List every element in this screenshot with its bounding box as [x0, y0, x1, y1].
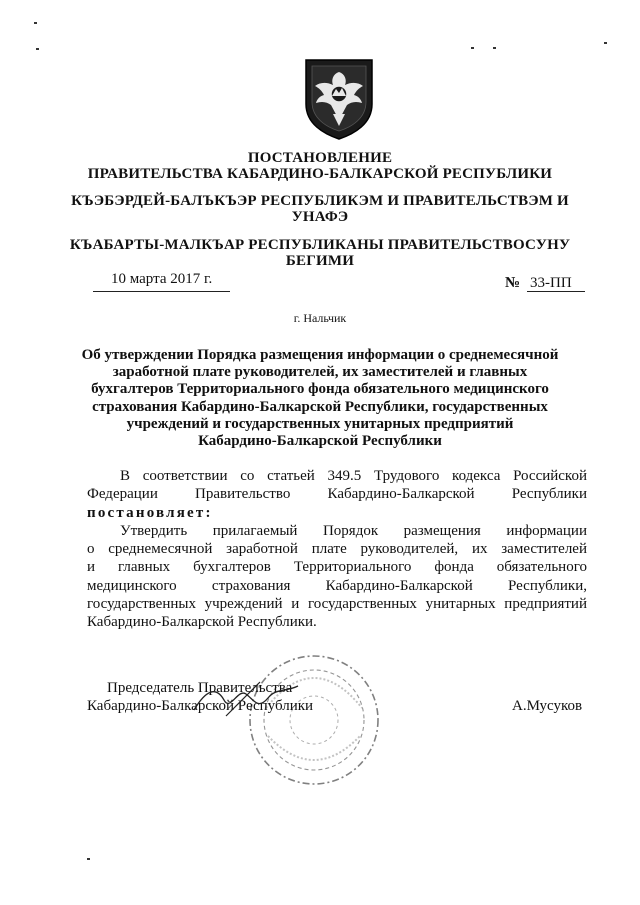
official-seal-icon: [246, 652, 382, 788]
city: г. Нальчик: [293, 311, 347, 325]
title-line: бухгалтеров Территориального фонда обязательного медицинского: [91, 381, 549, 398]
issuer-title: ПРАВИТЕЛЬСТВА КАБАРДИНО-БАЛКАРСКОЙ РЕСПУБЛИКИ: [87, 166, 553, 182]
number-label: №: [505, 275, 521, 291]
signatory-name: А.Мусуков: [512, 698, 583, 714]
signatory-position-line1: Председатель Правительства: [107, 680, 293, 696]
body-line: и главных бухгалтеров Территориального фонда обязательного: [87, 559, 587, 576]
scan-speck: [493, 47, 496, 49]
coat-of-arms-emblem: [302, 58, 376, 140]
resolution-body: [87, 467, 587, 632]
document-number: 33-ПП: [530, 275, 572, 291]
scan-speck: [471, 47, 474, 49]
body-line: Федерации Правительство Кабардино-Балкарской Республики: [87, 486, 587, 503]
title-line: страхования Кабардино-Балкарской Республики, государственных: [92, 398, 548, 415]
scan-speck: [34, 22, 37, 24]
body-line: Кабардино-Балкарской Республики.: [87, 614, 317, 631]
title-line: заработной плате руководителей, их заместителей и главных: [112, 364, 528, 381]
handwritten-signature: [186, 680, 306, 720]
title-line: Кабардино-Балкарской Республики: [198, 433, 442, 450]
scan-speck: [36, 48, 39, 50]
body-line: государственных учреждений и государственных унитарных предприятий: [87, 596, 587, 613]
decree-word: постановляет:: [87, 504, 213, 521]
kabardian-title-line1: КЪЭБЭРДЕЙ-БАЛЪКЪЭР РЕСПУБЛИКЭМ И ПРАВИТЕЛЬСТВЭМ И: [71, 193, 569, 209]
title-line: учреждений и государственных унитарных предприятий: [126, 415, 514, 432]
resolution-title: [0, 347, 640, 450]
body-line: о среднемесячной заработной плате руководителей, их заместителей: [87, 541, 587, 558]
scan-speck: [87, 858, 90, 860]
date-underline: [93, 291, 230, 292]
kabardian-title-line2: УНАФЭ: [291, 209, 349, 225]
doc-type-title: ПОСТАНОВЛЕНИЕ: [247, 150, 393, 166]
body-line: Утвердить прилагаемый Порядок размещения информации: [120, 522, 587, 539]
signatory-position-line2: Кабардино-Балкарской Республики: [87, 698, 314, 714]
balkar-title-line1: КЪАБАРТЫ-МАЛКЪАР РЕСПУБЛИКАНЫ ПРАВИТЕЛЬСТВОСУНУ: [69, 237, 571, 253]
document-date: 10 марта 2017 г.: [111, 271, 213, 287]
body-line: медицинского страхования Кабардино-Балкарской Республики,: [87, 577, 587, 594]
balkar-title-line2: БЕГИМИ: [285, 253, 355, 269]
body-line: В соответствии со статьей 349.5 Трудового кодекса Российской: [120, 468, 587, 484]
scan-speck: [604, 42, 607, 44]
title-line: Об утверждении Порядка размещения информации о среднемесячной: [81, 347, 559, 363]
number-underline: [527, 291, 585, 292]
